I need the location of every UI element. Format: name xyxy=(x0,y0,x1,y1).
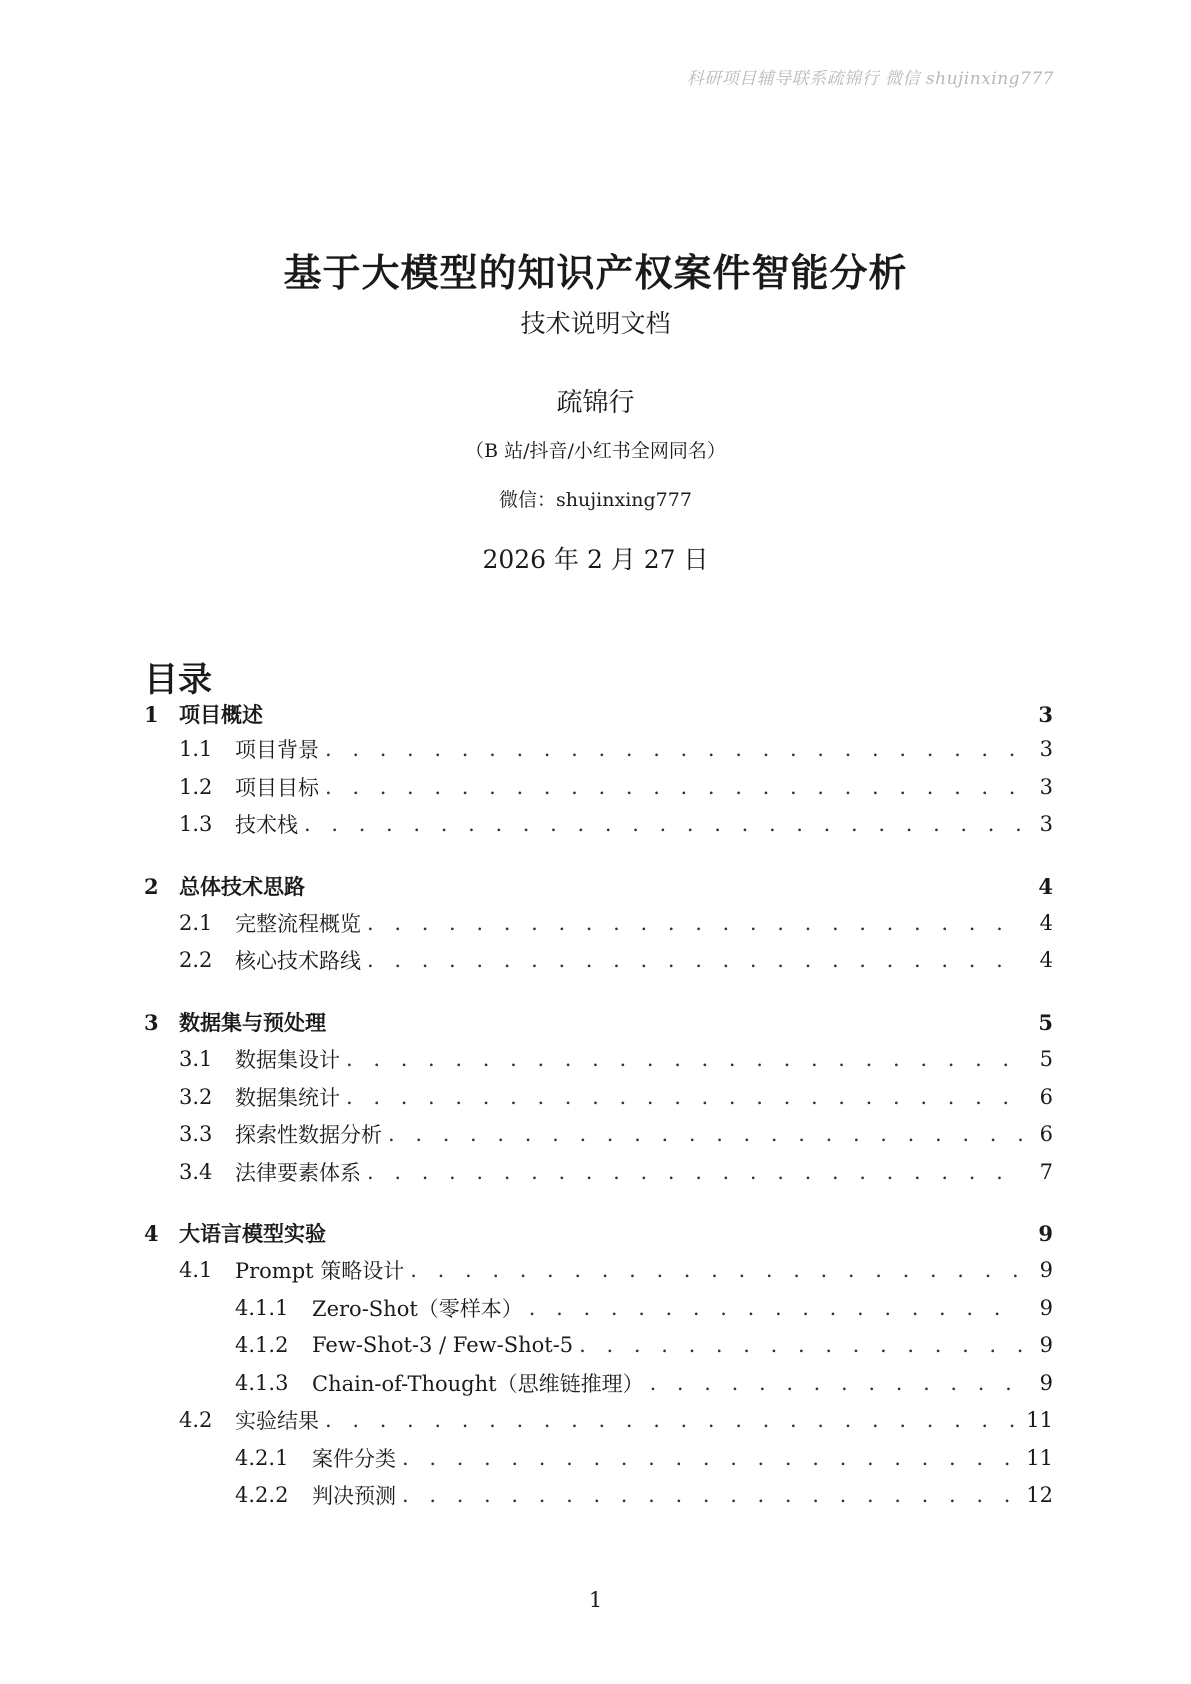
toc-entry-page: 3 xyxy=(1039,775,1053,799)
toc-entry-page: 9 xyxy=(1038,1220,1053,1246)
toc-entry-page: 4 xyxy=(1038,873,1053,899)
toc-dot-leader xyxy=(325,772,1023,802)
toc-entry-number: 2.1 xyxy=(179,911,213,935)
toc-heading: 目录 xyxy=(144,660,212,700)
toc-dot-leader xyxy=(579,1330,1023,1360)
toc-entry-subsubsection[interactable] xyxy=(144,1443,1053,1473)
toc-entry-title: 案件分类 xyxy=(312,1447,396,1471)
toc-entry-number: 1.1 xyxy=(179,737,213,761)
toc-dot-leader xyxy=(346,1082,1023,1112)
toc-entry-subsection[interactable] xyxy=(144,945,1053,975)
toc-entry-title: 项目背景 xyxy=(235,738,319,762)
toc-entry-page: 5 xyxy=(1038,1009,1053,1035)
toc-entry-page: 4 xyxy=(1039,948,1053,972)
toc-entry-subsubsection[interactable] xyxy=(144,1330,1053,1360)
toc-entry-subsection[interactable] xyxy=(144,1405,1053,1435)
toc-entry-subsubsection[interactable] xyxy=(144,1293,1053,1323)
toc-entry-title: 项目目标 xyxy=(235,776,319,800)
toc-entry-page: 6 xyxy=(1039,1085,1053,1109)
toc-entry-title: Prompt 策略设计 xyxy=(235,1259,405,1283)
toc-entry-number: 4.1 xyxy=(179,1258,213,1282)
toc-dot-leader xyxy=(402,1480,1016,1510)
toc-entry-subsection[interactable] xyxy=(144,772,1053,802)
toc-entry-page: 7 xyxy=(1039,1160,1053,1184)
toc-entry-page: 3 xyxy=(1039,812,1053,836)
toc-dot-leader xyxy=(367,1157,1023,1187)
toc-entry-page: 6 xyxy=(1039,1122,1053,1146)
toc-entry-page: 4 xyxy=(1039,911,1053,935)
toc-entry-subsection[interactable] xyxy=(144,1082,1053,1112)
toc-dot-leader xyxy=(410,1255,1023,1285)
toc-entry-title: 数据集与预处理 xyxy=(179,1010,326,1035)
toc-entry-page: 9 xyxy=(1039,1296,1053,1320)
toc-entry-page: 9 xyxy=(1039,1258,1053,1282)
toc-entry-title: 数据集设计 xyxy=(235,1048,340,1072)
toc-dot-leader xyxy=(346,1044,1023,1074)
toc-entry-number: 4.1.3 xyxy=(235,1371,289,1395)
toc-entry-page: 9 xyxy=(1039,1371,1053,1395)
toc-entry-page: 9 xyxy=(1039,1333,1053,1357)
toc-entry-page: 5 xyxy=(1039,1047,1053,1071)
toc-dot-leader xyxy=(388,1119,1023,1149)
toc-entry-page: 12 xyxy=(1026,1483,1053,1507)
toc-entry-page: 3 xyxy=(1038,701,1053,727)
toc-entry-number: 4.1.1 xyxy=(235,1296,289,1320)
toc-entry-subsection[interactable] xyxy=(144,1255,1053,1285)
toc-entry-title: 完整流程概览 xyxy=(235,912,361,936)
toc-entry-page: 3 xyxy=(1039,737,1053,761)
toc-entry-number: 4.2.1 xyxy=(235,1446,289,1470)
toc-entry-number: 1 xyxy=(144,701,159,727)
toc-entry-number: 3.2 xyxy=(179,1085,213,1109)
toc-entry-section[interactable] xyxy=(144,1007,1053,1037)
toc-entry-subsection[interactable] xyxy=(144,1044,1053,1074)
toc-dot-leader xyxy=(367,908,1023,938)
toc-entry-number: 1.2 xyxy=(179,775,213,799)
toc-entry-subsection[interactable] xyxy=(144,908,1053,938)
document-subtitle: 技术说明文档 xyxy=(520,309,671,338)
toc-dot-leader xyxy=(325,734,1023,764)
toc-dot-leader xyxy=(325,1405,1016,1435)
toc-entry-title: 实验结果 xyxy=(235,1409,319,1433)
toc-entry-title: Chain-of-Thought（思维链推理） xyxy=(312,1372,644,1396)
toc-dot-leader xyxy=(650,1368,1023,1398)
toc-entry-section[interactable] xyxy=(144,699,1053,729)
toc-entry-number: 4.2 xyxy=(179,1408,213,1432)
toc-entry-number: 4 xyxy=(144,1220,159,1246)
author-name: 疏锦行 xyxy=(556,388,635,418)
toc-entry-title: 项目概述 xyxy=(179,702,263,727)
toc-entry-number: 3.1 xyxy=(179,1047,213,1071)
toc-entry-title: 探索性数据分析 xyxy=(235,1123,382,1147)
toc-dot-leader xyxy=(402,1443,1016,1473)
toc-entry-title: 法律要素体系 xyxy=(235,1161,361,1185)
toc-entry-title: 技术栈 xyxy=(235,813,298,837)
toc-entry-title: 大语言模型实验 xyxy=(179,1221,326,1246)
document-date: 2026 年 2 月 27 日 xyxy=(482,545,709,574)
toc-entry-number: 2.2 xyxy=(179,948,213,972)
toc-dot-leader xyxy=(529,1293,1023,1323)
toc-entry-subsection[interactable] xyxy=(144,1119,1053,1149)
toc-entry-subsection[interactable] xyxy=(144,734,1053,764)
document-title: 基于大模型的知识产权案件智能分析 xyxy=(283,250,908,295)
toc-dot-leader xyxy=(304,809,1023,839)
watermark: 科研项目辅导联系疏锦行 微信 shujinxing777 xyxy=(686,69,1054,89)
toc-entry-title: 核心技术路线 xyxy=(235,949,361,973)
toc-entry-title: Zero-Shot（零样本） xyxy=(312,1297,523,1321)
toc-dot-leader xyxy=(367,945,1023,975)
toc-entry-title: 判决预测 xyxy=(312,1484,396,1508)
toc-entry-title: 总体技术思路 xyxy=(179,874,305,899)
toc-entry-number: 4.1.2 xyxy=(235,1333,289,1357)
toc-entry-section[interactable] xyxy=(144,871,1053,901)
author-wechat: 微信：shujinxing777 xyxy=(499,489,692,511)
toc-entry-title: 数据集统计 xyxy=(235,1086,340,1110)
toc-entry-subsection[interactable] xyxy=(144,809,1053,839)
page-number: 1 xyxy=(588,1588,603,1612)
toc-entry-page: 11 xyxy=(1026,1408,1053,1432)
toc-entry-number: 2 xyxy=(144,873,159,899)
toc-entry-number: 3.3 xyxy=(179,1122,213,1146)
author-aliases: （B 站/抖音/小红书全网同名） xyxy=(465,440,726,462)
toc-entry-number: 3.4 xyxy=(179,1160,213,1184)
toc-entry-number: 4.2.2 xyxy=(235,1483,289,1507)
toc-entry-subsubsection[interactable] xyxy=(144,1368,1053,1398)
toc-entry-page: 11 xyxy=(1026,1446,1053,1470)
toc-entry-subsection[interactable] xyxy=(144,1157,1053,1187)
toc-entry-subsubsection[interactable] xyxy=(144,1480,1053,1510)
toc-entry-title: Few-Shot-3 / Few-Shot-5 xyxy=(312,1333,574,1357)
toc-entry-number: 3 xyxy=(144,1009,159,1035)
toc-entry-section[interactable] xyxy=(144,1218,1053,1248)
toc-entry-number: 1.3 xyxy=(179,812,213,836)
